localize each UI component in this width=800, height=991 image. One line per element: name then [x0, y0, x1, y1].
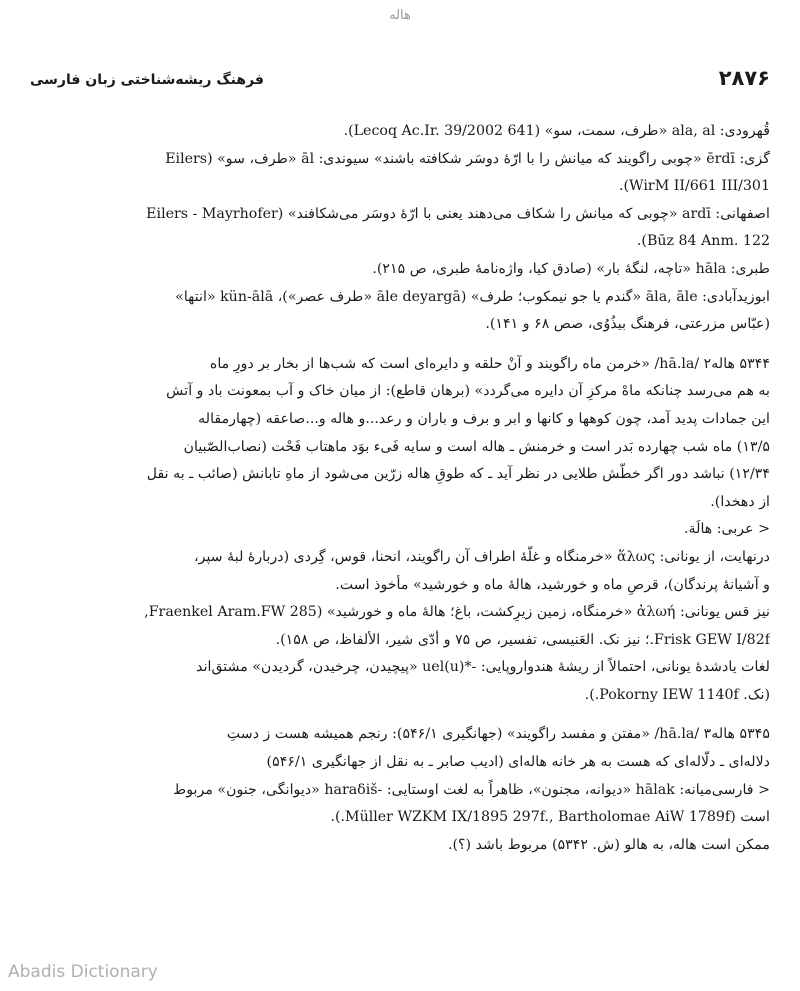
text-line: Frisk GEW I/82f.؛ نیز نک. العَنیسی، تفسیر، ص ۷۵ و أدّی شیر، الألفاظ، ص ۱۵۸).	[275, 631, 770, 648]
book-title: فرهنگ ریشه‌شناختی زبان فارسی	[30, 72, 264, 88]
text-line: WirM II/661 III/301).	[619, 178, 770, 195]
text-line: دلاله‌ای ـ دلّاله‌ای که هست به هر خانه هاله‌ای (ادیب صابر ـ به نقل از جهانگیری ۵۴۶/۱)	[266, 754, 770, 771]
page-header	[30, 66, 770, 96]
watermark: Abadis Dictionary	[8, 962, 158, 982]
text-line: ۱۲/۳۴) نباشد دور اگر خطّش طلایی در نظر آید ـ که طوقِ هاله زرّین می‌شود از ماهِ تابانش (صائب ـ به نقل	[146, 466, 770, 483]
text-line: این جمادات پدید آمد، چون کوهها و کانها و ابر و برف و باران و رعد...و هاله و...صاعقه (چهارمقاله	[198, 410, 770, 427]
text-line: < عربی: هالَة.	[684, 521, 770, 538]
text-line: Būz 84 Anm. 122).	[636, 233, 770, 250]
text-line: (نک. Pokorny IEW 1140f.).	[584, 686, 770, 703]
text-line: است (Müller WZKM IX/1895 297f., Bartholomae AiW 1789f.).	[330, 809, 770, 826]
text-line: به هم می‌رسد چنانکه ماهْ مرکزِ آن دایره می‌گردد» (برهان قاطع): از میان خاک و آب بمعونت باد و آتش	[166, 383, 770, 400]
text-line: نیز قس یونانی: ἀλωή «خرمنگاه، زمین زیرِکشت، باغ؛ هالهٔ ماه و خورشید» (Fraenkel Aram.FW 285,	[144, 604, 770, 621]
text-line: گزی: ērdī «چوبی راگویند که میانش را با ارّهٔ دوسَر شکافته باشند» سیوندی: āl «طرف، سو» (Eilers	[165, 150, 770, 167]
text-line: قُهرودی: ala, al «طرف، سمت، سو» (Lecoq Ac.Ir. 39/2002 641).	[343, 123, 770, 139]
entry-heading-5345: ۵۳۴۵ هاله۳ /hā.la/ «مفتن و مفسد راگویند» (جهانگیری ۵۴۶/۱): رنجم همیشه هست ز دستِ	[226, 726, 770, 743]
text-line: طبری: hāla «تاچه، لنگهٔ بار» (صادق کیا، واژه‌نامهٔ طبری، ص ۲۱۵).	[372, 260, 770, 277]
text-line: ابوزیدآبادی: āla, āle «گندم یا جو نیمکوب؛ طرف» (āle deyargā «طرف عصر»)، kün-ālā «انتها»	[175, 288, 770, 305]
text-line: لغات یادشدهٔ یونانی، احتمالاً از ریشهٔ هندواروپایی: -*uel(u) «پیچیدن، چرخیدن، گردیدن» مشتق‌اند	[196, 659, 770, 676]
entry-gap	[30, 339, 770, 351]
dictionary-entry-text	[30, 118, 770, 859]
text-line: ممکن است هاله، به هالو (ش. ۵۳۴۲) مربوط باشد (؟).	[447, 836, 770, 853]
text-line: (عبّاس مزرعتی، فرهنگ بیذُوُی، صص ۶۸ و ۱۴۱).	[485, 316, 770, 333]
entry-gap	[30, 709, 770, 721]
text-line: < فارسی‌میانه: hālak «دیوانه، مجنون»، ظاهراً به لغت اوستایی: -haraδiš «دیوانگی، جنون» مربوط	[173, 781, 770, 798]
text-line: و آشیانهٔ پرندگان)، قرصِ ماه و خورشید، هالهٔ ماه و خورشید» مأخوذ است.	[335, 576, 770, 593]
text-line: از دهخدا).	[710, 493, 770, 510]
site-title: هاله	[389, 8, 411, 23]
page-number: ۲۸۷۶	[718, 66, 770, 90]
text-line: درنهایت، از یونانی: ἅλως «خرمنگاه و غلّهٔ اطراف آن راگویند، انحنا، قوس، گِردی (دربارهٔ لبهٔ سپر،	[194, 548, 770, 565]
entry-heading-5344: ۵۳۴۴ هاله۲ /hā.la/ «خرمن ماه راگویند و آنْ حلقه و دایره‌ای است که شب‌ها از بخار بر دورِ ماه	[209, 355, 770, 372]
text-line: ۱۳/۵) ماه شب چهارده بَدر است و خرمنش ـ هاله است و سایه فَیء بوَد ماهتاب فَحْت (نصاب‌الصّبیان	[183, 438, 770, 455]
text-line: اصفهانی: ardī «چوبی که میانش را شکاف می‌دهند یعنی با ارّهٔ دوسَر می‌شکافند» (Eilers - Mayrhofer	[146, 205, 770, 222]
